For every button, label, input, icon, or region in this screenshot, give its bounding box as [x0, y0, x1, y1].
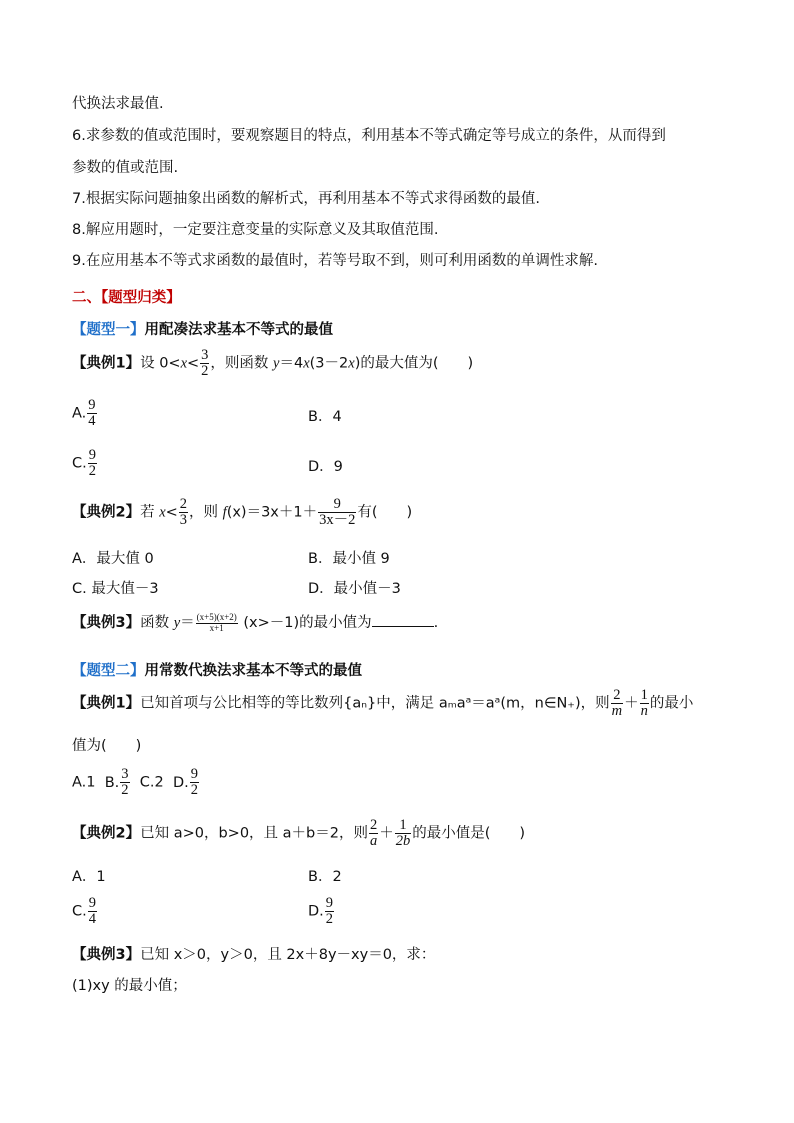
frac-den: n: [640, 703, 648, 720]
section-title: 二、【题型归类】: [72, 290, 181, 306]
frac-num: 2: [369, 817, 378, 833]
example-label: 【典例2】: [72, 504, 141, 521]
example-text: ＝4: [279, 355, 304, 372]
example-text: 有( ): [357, 504, 413, 521]
option-c[interactable]: C. 最大值－3: [72, 581, 159, 597]
example-text: 的最小值是( ): [412, 825, 526, 842]
option-d[interactable]: [172, 766, 200, 799]
example-text: 的最小: [649, 695, 694, 712]
fraction: [88, 896, 97, 927]
frac-num: 2: [179, 496, 188, 512]
frac-den: 3: [179, 512, 188, 529]
var-x: x: [303, 355, 310, 372]
example-label: 【典例1】: [72, 355, 141, 372]
example-1-3: [72, 612, 438, 633]
op: ＋: [624, 695, 639, 712]
frac-num: 9: [88, 895, 96, 911]
frac-num: 3: [121, 766, 129, 782]
frac-den: 2: [201, 363, 209, 380]
option-label: B.: [104, 774, 120, 791]
option-label: C.: [72, 455, 87, 472]
option-b[interactable]: B．最小值 9: [308, 551, 390, 567]
example-text: )的最大值为( ): [354, 355, 474, 372]
fraction: [611, 688, 623, 719]
fraction: [640, 688, 649, 719]
frac-num: 9: [88, 397, 96, 413]
type2-title: 用常数代换法求基本不等式的最值: [144, 663, 362, 679]
question-1: (1)xy 的最小值；: [72, 978, 187, 994]
option-label: D.: [308, 903, 324, 920]
example-text: 已知首项与公比相等的等比数列{aₙ}中，满足 aₘaᵃ＝aᵃ(m，n∈N₊)，则: [140, 695, 610, 712]
fraction: [120, 767, 129, 798]
frac-den: 2: [121, 782, 129, 799]
intro-line: 参数的值或范围.: [72, 160, 179, 176]
type1-tag: 【题型一】: [72, 322, 145, 338]
option-c[interactable]: C.2: [139, 774, 164, 791]
fraction: [88, 448, 97, 479]
option-a[interactable]: A.1: [72, 774, 96, 791]
option-label: A.: [72, 405, 87, 422]
op: ＝: [180, 615, 195, 631]
frac-num: 1: [395, 818, 412, 834]
example-2-3: [72, 946, 435, 964]
example-text: 值为( ): [72, 738, 142, 754]
example-label: 【典例3】: [72, 947, 141, 963]
frac-num: 2: [611, 688, 623, 704]
frac-den: x+1: [209, 622, 224, 633]
example-label: 【典例3】: [72, 615, 141, 631]
intro-line: 7.根据实际问题抽象出函数的解析式，再利用基本不等式求得函数的最值.: [72, 191, 540, 207]
fraction: [179, 497, 188, 528]
fraction: [369, 818, 378, 849]
example-text: 函数: [140, 615, 174, 631]
example-text: 已知 a>0，b>0，且 a＋b＝2，则: [140, 825, 368, 842]
frac-num: 9: [325, 895, 334, 911]
option-a[interactable]: A．最大值 0: [72, 551, 154, 567]
frac-den: m: [611, 703, 623, 720]
type1-header: [72, 321, 333, 339]
func-f: f: [222, 504, 227, 521]
frac-num: 3: [201, 347, 209, 363]
var-x: x: [159, 504, 166, 521]
example-text: 若: [140, 504, 160, 521]
option-label: D.: [172, 774, 189, 791]
option-b[interactable]: B．4: [308, 409, 342, 425]
var-x: x: [348, 355, 355, 372]
intro-line: 6.求参数的值或范围时，要观察题目的特点，利用基本不等式确定等号成立的条件，从而得到: [72, 128, 666, 144]
frac-num: 9: [190, 766, 198, 782]
intro-line: 9.在应用基本不等式求函数的最值时，若等号取不到，则可利用函数的单调性求解.: [72, 253, 598, 269]
fraction: [325, 896, 334, 927]
fraction: [190, 767, 199, 798]
option-d[interactable]: D．最小值－3: [308, 581, 401, 597]
frac-num: 9: [88, 447, 96, 463]
example-2-2: [72, 818, 525, 849]
frac-den: 2: [190, 782, 198, 799]
frac-num: 9: [318, 497, 356, 513]
fraction: [395, 818, 412, 849]
example-label: 【典例1】: [72, 695, 141, 712]
option-label: C.: [72, 903, 87, 920]
example-text: (x>－1)的最小值为: [243, 615, 372, 631]
option-b[interactable]: B．2: [308, 869, 342, 885]
option-c[interactable]: [72, 448, 98, 479]
fraction: [196, 613, 238, 633]
example-text: (3－2: [309, 355, 349, 372]
options-row: [72, 767, 200, 798]
fraction: [87, 398, 96, 429]
op: <: [165, 504, 178, 521]
answer-blank[interactable]: [372, 612, 434, 627]
example-text: ，则: [189, 504, 223, 521]
frac-num: 1: [640, 687, 648, 703]
frac-num: (x+5)(x+2): [196, 612, 237, 623]
option-c[interactable]: [72, 896, 98, 927]
frac-den: 4: [88, 413, 96, 430]
example-1-2: [72, 497, 412, 528]
example-1-1: [72, 348, 473, 379]
type2-header: [72, 662, 362, 680]
option-d[interactable]: D．9: [308, 459, 343, 475]
example-text: .: [433, 615, 439, 631]
example-label: 【典例2】: [72, 825, 141, 842]
option-b[interactable]: [104, 766, 131, 799]
option-d[interactable]: [308, 896, 335, 927]
frac-den: 2: [88, 463, 96, 480]
example-text: 设 0<: [140, 355, 181, 372]
example-2-1: [72, 688, 693, 719]
intro-line: 8.解应用题时，一定要注意变量的实际意义及其取值范围.: [72, 222, 439, 238]
fraction: [200, 348, 209, 379]
op: ＋: [379, 825, 394, 842]
fraction: [318, 497, 356, 528]
type2-tag: 【题型二】: [72, 663, 145, 679]
frac-den: 2b: [395, 833, 411, 850]
var-x: x: [180, 355, 188, 372]
frac-den: 4: [88, 911, 96, 928]
option-a[interactable]: [72, 398, 98, 429]
type1-title: 用配凑法求基本不等式的最值: [144, 322, 333, 338]
frac-den: 2: [325, 911, 334, 928]
frac-den: a: [369, 833, 378, 850]
op: <: [187, 355, 200, 372]
intro-line: 代换法求最值.: [72, 96, 164, 112]
example-text: (x)＝3x＋1＋: [226, 504, 318, 521]
example-text: ，则函数: [210, 355, 274, 372]
frac-den: 3x－2: [319, 512, 356, 529]
example-text: 已知 x＞0，y＞0，且 2x＋8y－xy＝0，求：: [140, 947, 436, 963]
var-y: y: [173, 615, 181, 631]
option-a[interactable]: A．1: [72, 869, 106, 885]
var-y: y: [273, 355, 280, 372]
